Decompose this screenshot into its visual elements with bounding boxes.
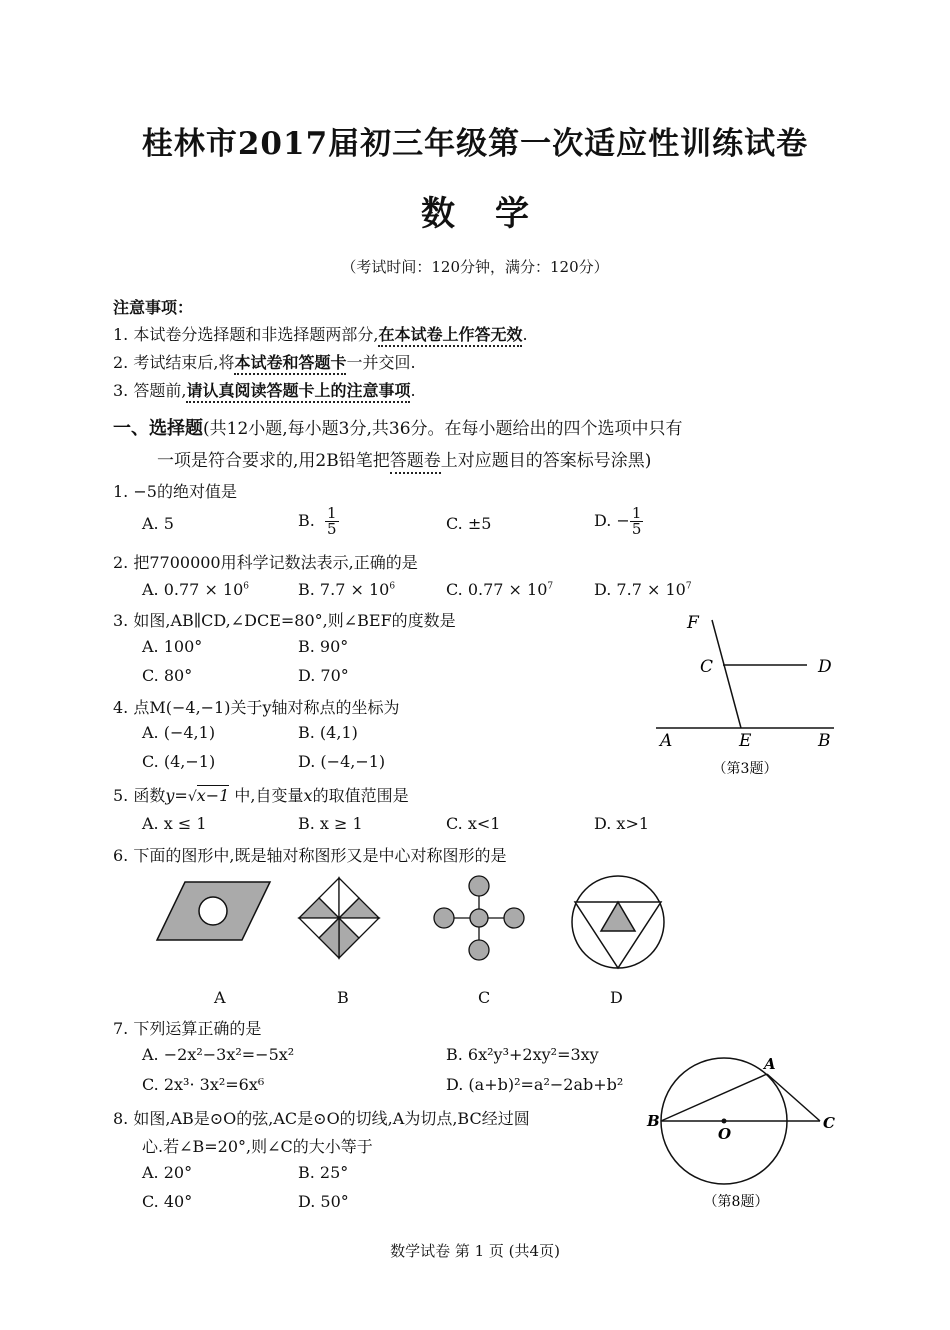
note-3: 3. 答题前,请认真阅读答题卡上的注意事项. — [113, 378, 416, 401]
q4-option-c: C. (4,−1) — [142, 752, 216, 771]
q3-stem: 3. 如图,AB∥CD,∠DCE=80°,则∠BEF的度数是 — [113, 611, 456, 630]
tangent-ac — [767, 1074, 820, 1121]
label-b: B — [647, 1112, 660, 1130]
q6-figure-b — [292, 870, 392, 970]
chord-ab — [661, 1074, 767, 1121]
q6-figure-a — [150, 870, 290, 970]
q8-figure — [640, 1050, 845, 1220]
line-ef — [712, 620, 741, 728]
section1-line2: 一项是符合要求的,用2B铅笔把答题卷上对应题目的答案标号涂黑) — [157, 446, 651, 471]
label-d: D — [818, 657, 832, 677]
q3-option-d: D. 70° — [298, 666, 349, 685]
q1-option-c: C. ±5 — [446, 514, 492, 533]
notes-heading: 注意事项： — [113, 298, 194, 317]
q8-option-c: C. 40° — [142, 1192, 193, 1211]
q3-option-b: B. 90° — [298, 637, 349, 656]
q5-option-a: A. x ≤ 1 — [142, 814, 207, 833]
q6-figure-d — [568, 872, 668, 972]
label-b: B — [818, 731, 831, 751]
q8-option-a: A. 20° — [142, 1163, 193, 1182]
q3-figure — [640, 600, 850, 790]
q2-stem: 2. 把7700000用科学记数法表示,正确的是 — [113, 553, 418, 572]
q2-option-d: D. $7.7 \times 10^7$ — [594, 580, 692, 599]
q5-stem: 5. 函数y=√x−1 中,自变量x的取值范围是 — [113, 786, 409, 805]
label-c: C — [700, 657, 714, 677]
q5-option-b: B. x ≥ 1 — [298, 814, 363, 833]
q8-option-d: D. 50° — [298, 1192, 349, 1211]
q6-label-b: B — [337, 988, 349, 1007]
q3-option-c: C. 80° — [142, 666, 193, 685]
q2-option-a: A. $0.77 \times 10^6$ — [142, 580, 250, 599]
label-c: C — [823, 1114, 835, 1132]
q4-stem: 4. 点M(−4,−1)关于y轴对称点的坐标为 — [113, 698, 400, 717]
q5-option-c: C. x<1 — [446, 814, 501, 833]
q6-label-c: C — [478, 988, 491, 1007]
q1-option-b: B. $\frac{1}{5}$ — [298, 504, 337, 538]
note-2: 2. 考试结束后,将本试卷和答题卡一并交回. — [113, 350, 416, 373]
q7-option-b: B. 6x²y³+2xy²=3xy — [446, 1045, 599, 1064]
q7-option-c: C. 2x³· 3x²=6x⁶ — [142, 1075, 265, 1094]
label-a: A — [764, 1055, 776, 1073]
q8-stem-line2: 心.若∠B=20°,则∠C的大小等于 — [142, 1137, 373, 1156]
note-1: 1. 本试卷分选择题和非选择题两部分,在本试卷上作答无效. — [113, 322, 528, 345]
exam-title: 桂林市2017届初三年级第一次适应性训练试卷 — [141, 126, 809, 162]
q1-option-d: D. − $\frac{1}{5}$ — [594, 504, 642, 538]
q8-option-b: B. 25° — [298, 1163, 349, 1182]
label-o: O — [718, 1125, 732, 1143]
q3-caption: （第3题） — [712, 761, 778, 777]
q1-stem: 1. −5的绝对值是 — [113, 482, 237, 501]
q7-option-d: D. (a+b)²=a²−2ab+b² — [446, 1075, 624, 1094]
q6-figure-c — [430, 870, 530, 970]
q5-option-d: D. x>1 — [594, 814, 650, 833]
exam-info: （考试时间：120分钟，满分：120分） — [341, 258, 609, 276]
q8-stem-line1: 8. 如图,AB是⊙O的弦,AC是⊙O的切线,A为切点,BC经过圆 — [113, 1109, 530, 1128]
section1-line1: 一、选择题(共12小题,每小题3分,共36分。在每小题给出的四个选项中只有 — [113, 418, 683, 439]
q1-option-a: A. 5 — [142, 514, 174, 533]
q6-label-d: D — [610, 988, 623, 1007]
q4-option-b: B. (4,1) — [298, 723, 358, 742]
q2-option-c: C. $0.77 \times 10^7$ — [446, 580, 554, 599]
q6-label-a: A — [214, 988, 226, 1007]
label-f: F — [687, 613, 699, 633]
q6-stem: 6. 下面的图形中,既是轴对称图形又是中心对称图形的是 — [113, 846, 507, 865]
label-a: A — [660, 731, 673, 751]
q7-stem: 7. 下列运算正确的是 — [113, 1019, 262, 1038]
q7-option-a: A. −2x²−3x²=−5x² — [142, 1045, 295, 1064]
center-dot — [722, 1119, 727, 1124]
q8-caption: （第8题） — [703, 1194, 769, 1210]
label-e: E — [739, 731, 752, 751]
q3-option-a: A. 100° — [142, 637, 203, 656]
q4-option-a: A. (−4,1) — [142, 723, 216, 742]
page-footer: 数学试卷 第 1 页 (共4页) — [390, 1242, 560, 1260]
subject-title: 数学 — [421, 194, 569, 234]
q4-option-d: D. (−4,−1) — [298, 752, 386, 771]
q2-option-b: B. $7.7 \times 10^6$ — [298, 580, 396, 599]
